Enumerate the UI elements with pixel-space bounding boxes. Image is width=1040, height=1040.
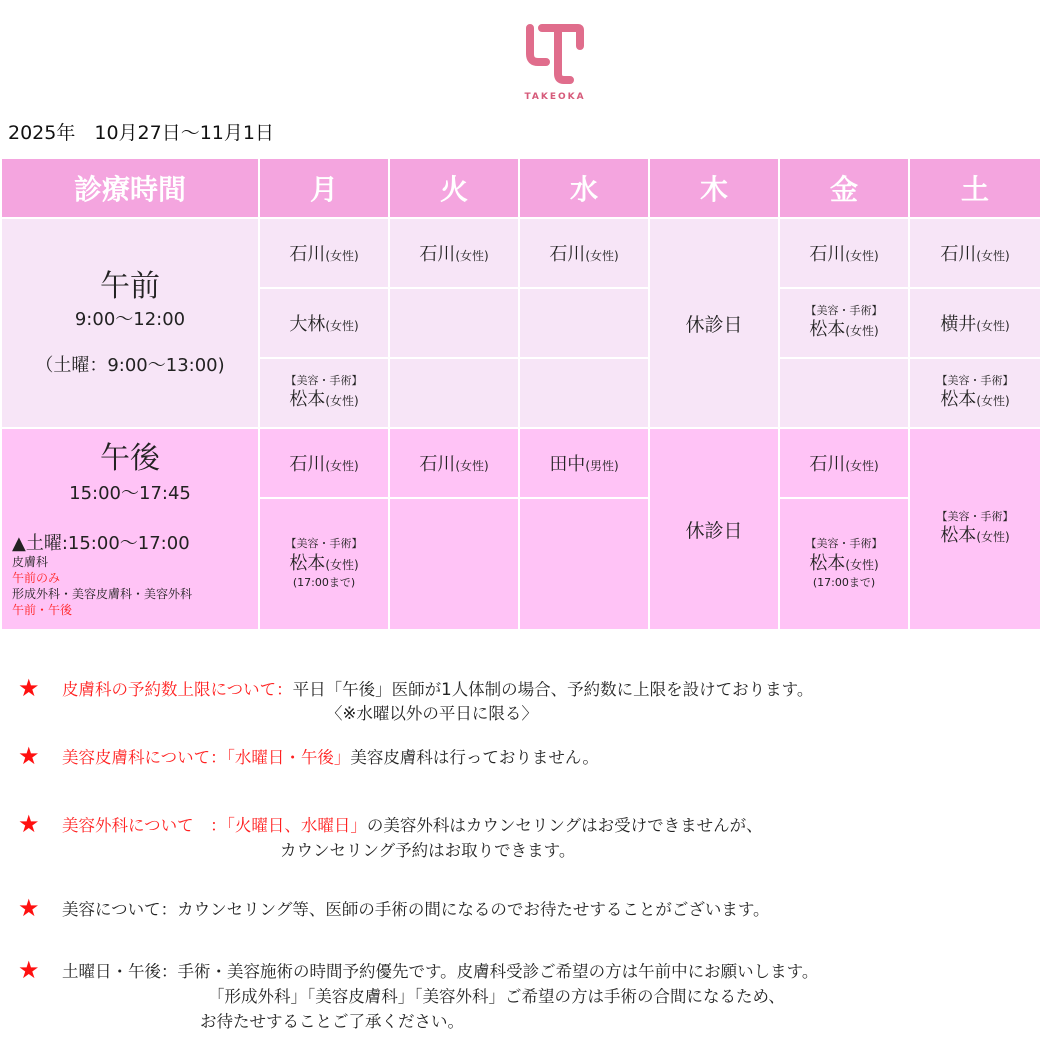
star-icon: ★ — [18, 674, 40, 702]
header-row — [1, 158, 1040, 218]
pm-mon-1: 石川(女性) — [259, 428, 389, 498]
am-thu-closed: 休診日 — [649, 218, 779, 428]
pm-thu-closed: 休診日 — [649, 428, 779, 630]
afternoon-depts-line: 形成外科・美容皮膚科・美容外科 — [12, 587, 193, 601]
afternoon-row-1 — [1, 428, 1040, 498]
pm-wed-2 — [519, 498, 649, 630]
am-tue-2 — [389, 288, 519, 358]
header-time-label: 診療時間 — [1, 158, 259, 218]
morning-row-1 — [1, 218, 1040, 288]
am-wed-1: 石川(女性) — [519, 218, 649, 288]
am-mon-2: 大林(女性) — [259, 288, 389, 358]
afternoon-derm-line: 皮膚科 — [12, 555, 49, 569]
am-mon-3: 【美容・手術】 松本(女性) — [259, 358, 389, 428]
pm-fri-1: 石川(女性) — [779, 428, 909, 498]
am-wed-2 — [519, 288, 649, 358]
morning-time: 9:00～12:00 — [74, 309, 186, 330]
takeoka-logo — [510, 22, 600, 106]
am-fri-2: 【美容・手術】 松本(女性) — [779, 288, 909, 358]
star-icon: ★ — [18, 742, 40, 770]
am-tue-3 — [389, 358, 519, 428]
am-wed-3 — [519, 358, 649, 428]
afternoon-title: 午後 — [100, 441, 160, 476]
star-icon: ★ — [18, 956, 40, 984]
schedule-table — [0, 157, 1040, 631]
pm-fri-2: 【美容・手術】 松本(女性) (17:00まで) — [779, 498, 909, 630]
morning-saturday-note: （土曜：9:00～13:00) — [35, 355, 225, 376]
afternoon-am-only: 午前のみ — [12, 571, 61, 585]
afternoon-am-pm: 午前・午後 — [12, 603, 73, 617]
am-tue-1: 石川(女性) — [389, 218, 519, 288]
afternoon-saturday-note: ▲土曜:15:00～17:00 — [12, 533, 190, 554]
header-day-thu: 木 — [649, 158, 779, 218]
pm-sat: 【美容・手術】 松本(女性) — [909, 428, 1040, 630]
header-day-fri: 金 — [779, 158, 909, 218]
am-sat-3: 【美容・手術】 松本(女性) — [909, 358, 1040, 428]
afternoon-label — [1, 428, 259, 630]
header-day-tue: 火 — [389, 158, 519, 218]
pm-mon-2: 【美容・手術】 松本(女性) (17:00まで) — [259, 498, 389, 630]
logo-mark-icon — [524, 22, 586, 88]
star-icon: ★ — [18, 894, 40, 922]
header-day-sat: 土 — [909, 158, 1040, 218]
am-mon-1: 石川(女性) — [259, 218, 389, 288]
header-day-mon: 月 — [259, 158, 389, 218]
am-sat-1: 石川(女性) — [909, 218, 1040, 288]
am-fri-1: 石川(女性) — [779, 218, 909, 288]
morning-label — [1, 218, 259, 428]
logo-text: TAKEOKA — [524, 92, 586, 102]
pm-wed-1: 田中(男性) — [519, 428, 649, 498]
pm-tue-1: 石川(女性) — [389, 428, 519, 498]
header-day-wed: 水 — [519, 158, 649, 218]
afternoon-time: 15:00～17:45 — [69, 483, 191, 504]
am-sat-2: 横井(女性) — [909, 288, 1040, 358]
pm-tue-2 — [389, 498, 519, 630]
date-range: 2025年 10月27日～11月1日 — [8, 122, 274, 144]
am-fri-3 — [779, 358, 909, 428]
star-icon: ★ — [18, 810, 40, 838]
morning-title: 午前 — [100, 269, 160, 304]
